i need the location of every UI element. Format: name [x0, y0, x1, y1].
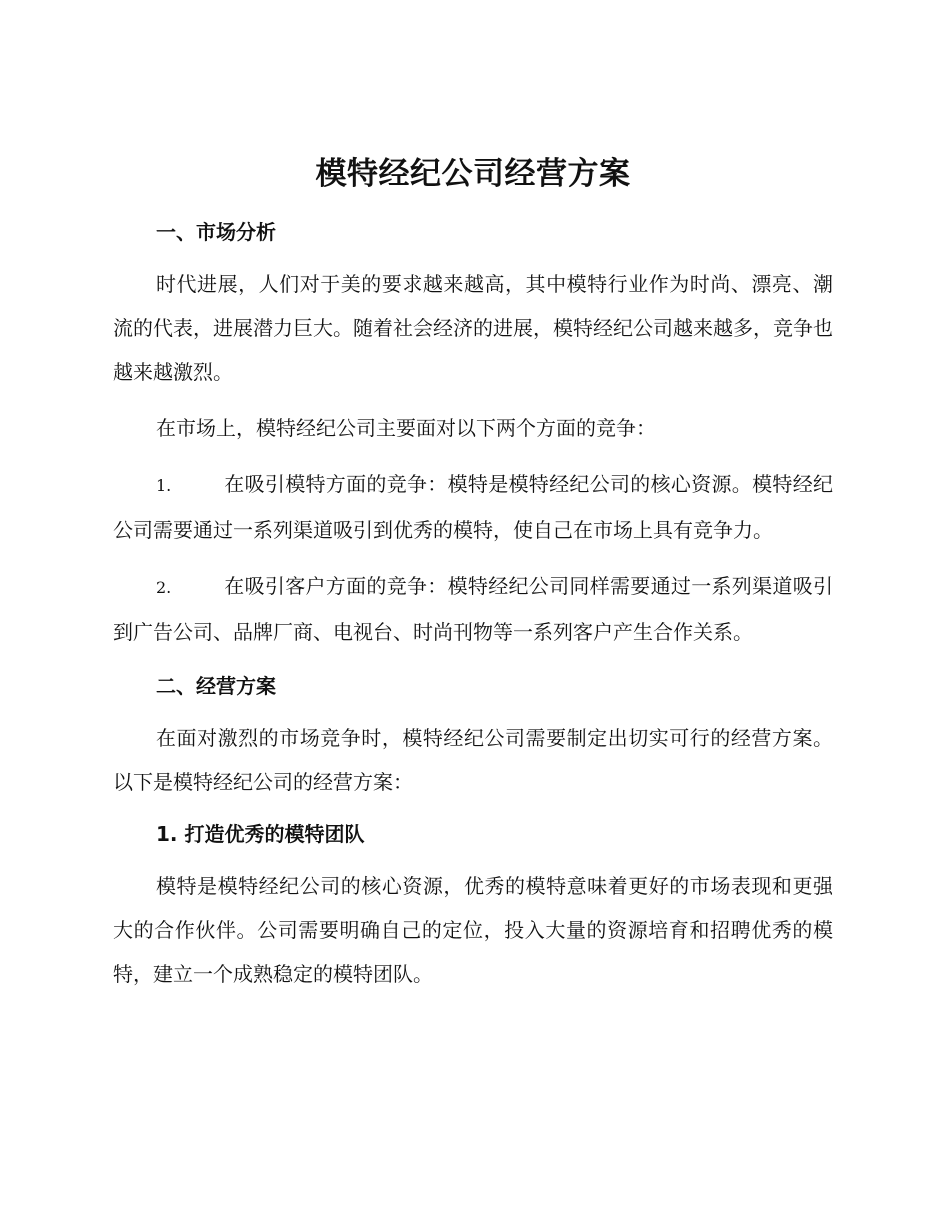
section-heading-business-plan: 二、经营方案 — [156, 674, 276, 698]
paragraph: 在面对激烈的市场竞争时，模特经纪公司需要制定出切实可行的经营方案。以下是模特经纪公司的经营方案： — [113, 726, 833, 794]
section-heading-market-analysis: 一、市场分析 — [156, 220, 276, 244]
paragraph: 模特是模特经纪公司的核心资源，优秀的模特意味着更好的市场表现和更强大的合作伙伴。公司需要明确自己的定位，投入大量的资源培育和招聘优秀的模特，建立一个成熟稳定的模特团队。 — [113, 874, 833, 986]
list-number: 2. — [156, 578, 172, 597]
subheading-model-team: 1. 打造优秀的模特团队 — [156, 822, 365, 846]
paragraph: 时代进展，人们对于美的要求越来越高，其中模特行业作为时尚、漂亮、潮流的代表，进展潜力巨大。随着社会经济的进展，模特经纪公司越来越多，竞争也越来越激烈。 — [113, 272, 833, 384]
list-item-text: 在吸引客户方面的竞争：模特经纪公司同样需要通过一系列渠道吸引到广告公司、品牌厂商、电视台、时尚刊物等一系列客户产生合作关系。 — [113, 574, 833, 644]
list-item-text: 在吸引模特方面的竞争：模特是模特经纪公司的核心资源。模特经纪公司需要通过一系列渠道吸引到优秀的模特，使自己在市场上具有竞争力。 — [113, 472, 833, 542]
paragraph: 在市场上，模特经纪公司主要面对以下两个方面的竞争： — [156, 416, 656, 440]
list-item — [113, 462, 833, 552]
list-item — [113, 564, 833, 654]
document-body — [113, 148, 833, 996]
document-title: 模特经纪公司经营方案 — [315, 156, 631, 192]
list-number: 1. — [156, 476, 172, 495]
